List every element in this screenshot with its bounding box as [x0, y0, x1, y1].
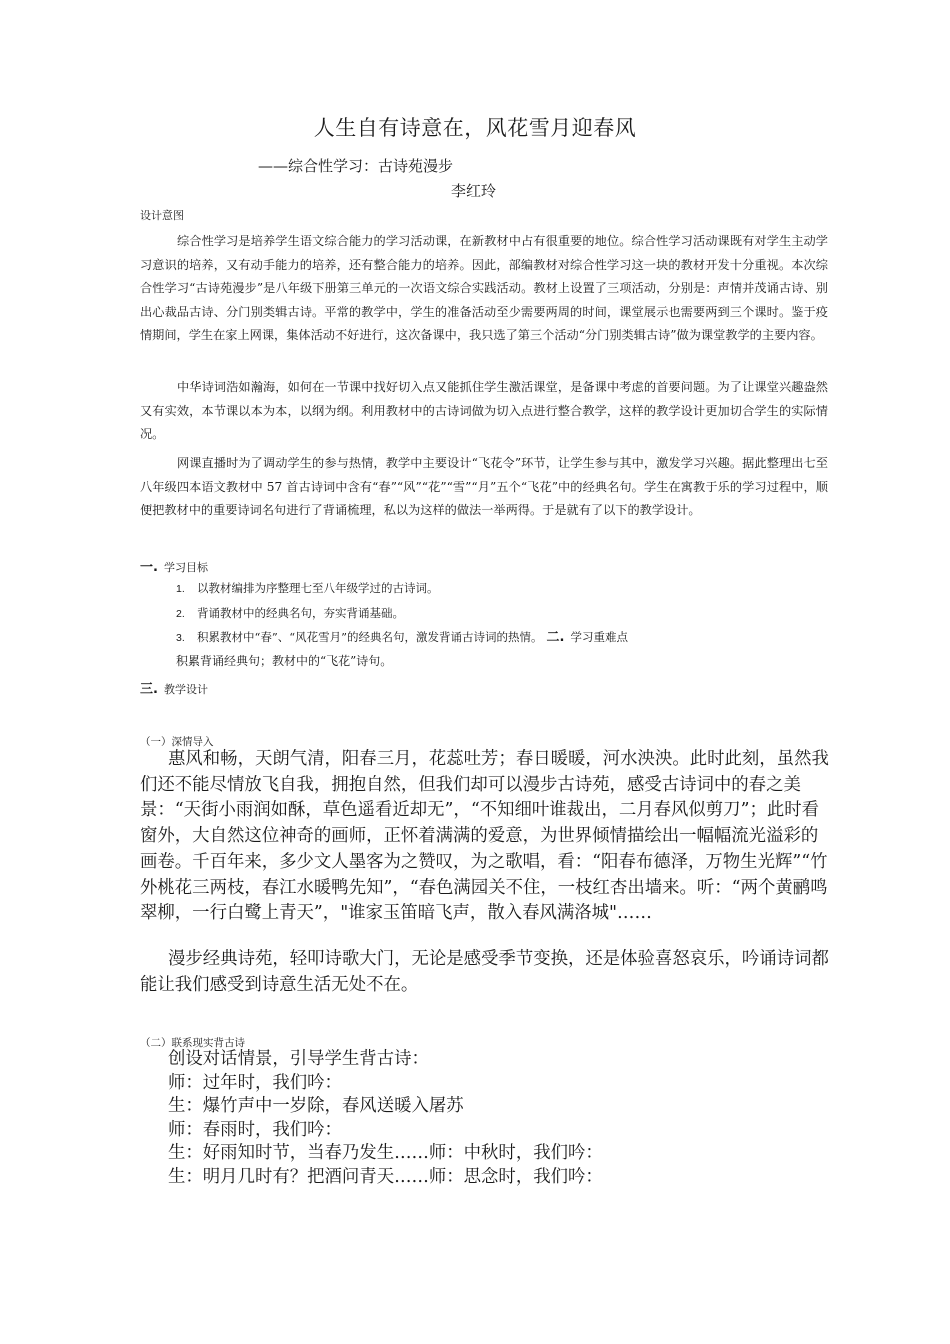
intro-paragraph-2: 中华诗词浩如瀚海，如何在一节课中找好切入点又能抓住学生激活课堂，是备课中考虑的首要问题。为了让课堂兴趣盎然又有实效，本节课以本为本，以纲为纲。利用教材中的古诗词做为切入点进行整合教学，这样的教学设计更加切合学生的实际情况。 — [140, 380, 828, 442]
dialogue-line: 生：好雨知时节，当春乃发生……师：中秋时，我们吟： — [168, 1143, 603, 1164]
list-item-number: 1. — [176, 583, 185, 595]
part-2-label: （二）联系现实背古诗 — [140, 1037, 245, 1049]
dialogue-line: 生：爆竹声中一岁除，春风送暖入屠苏 — [168, 1096, 464, 1117]
dialogue-line: 生：明月几时有？把酒问青天……师：思念时，我们吟： — [168, 1166, 603, 1187]
list-item-number: 3. — [176, 632, 185, 644]
dialogue-line: 师：春雨时，我们吟： — [168, 1119, 342, 1140]
list-item — [176, 625, 628, 650]
list-item — [176, 576, 628, 601]
dialogue-lines — [168, 1048, 603, 1190]
goals-list — [176, 576, 628, 650]
dialogue-line: 创设对话情景，引导学生背古诗： — [168, 1049, 429, 1069]
dialogue-line: 师：过年时，我们吟： — [168, 1072, 342, 1093]
document-subtitle: ——综合性学习：古诗苑漫步 — [258, 157, 454, 175]
section-label: 学习重难点 — [570, 630, 628, 644]
part-1-label: （一）深情导入 — [140, 736, 214, 748]
list-item-text: 积累教材中“春”、“风花雪月”的经典名句，激发背诵古诗词的热情。 — [197, 630, 543, 644]
section-heading-goals — [140, 556, 208, 575]
list-item-number: 2. — [176, 607, 185, 620]
section-label: 教学设计 — [163, 683, 208, 696]
section-number: 三. — [140, 682, 158, 697]
list-item-text: 以教材编排为序整理七至八年级学过的古诗词。 — [197, 581, 439, 595]
design-intent-label: 设计意图 — [140, 209, 184, 222]
section-label: 学习目标 — [163, 561, 208, 574]
intro-paragraph-3: 网课直播时为了调动学生的参与热情，教学中主要设计“飞花令”环节，让学生参与其中，激发学习兴趣。据此整理出七至八年级四本语文教材中 57 首古诗词中含有“春”“风”“花”“雪”“月”五个“飞花”中的经典名句。学生在寓教于乐的学习过程中，顺便把教材中的重要诗词名句进行了背诵梳理，私以为这样的做法一举两得。于是就有了以下的教学设计。 — [140, 456, 828, 518]
list-item-text: 背诵教材中的经典名句，夯实背诵基础。 — [197, 605, 404, 620]
section-heading-teaching-design — [140, 678, 208, 697]
intro-paragraph-1: 综合性学习是培养学生语文综合能力的学习活动课，在新教材中占有很重要的地位。综合性学习活动课既有对学生主动学习意识的培养，又有动手能力的培养，还有整合能力的培养。因此，部编教材对综合性学习这一块的教材开发十分重视。本次综合性学习“古诗苑漫步”是八年级下册第三单元的一次语文综合实践活动。教材上设置了三项活动，分别是：声情并茂诵古诗、别出心裁品古诗、分门别类辑古诗。平常的教学中，学生的准备活动至少需要两周的时间，课堂展示也需要两到三个课时。鉴于疫情期间，学生在家上网课，集体活动不好进行，这次备课中，我只选了第三个活动“分门别类辑古诗”做为课堂教学的主要内容。 — [140, 234, 828, 343]
document-title: 人生自有诗意在，风花雪月迎春风 — [313, 116, 637, 140]
part-1-paragraph-2: 漫步经典诗苑，轻叩诗歌大门，无论是感受季节变换，还是体验喜怒哀乐，吟诵诗词都能让我们感受到诗意生活无处不在。 — [140, 949, 829, 995]
list-item — [176, 601, 628, 626]
key-points-text: 积累背诵经典句；教材中的“飞花”诗句。 — [176, 654, 393, 668]
author-name: 李红玲 — [451, 182, 497, 200]
section-number: 一. — [140, 560, 158, 575]
section-number: 二. — [546, 630, 565, 645]
section-heading-key-points — [543, 630, 628, 644]
part-1-paragraph-1: 惠风和畅，天朗气清，阳春三月，花蕊吐芳；春日暖暖，河水泱泱。此时此刻，虽然我们还不能尽情放飞自我，拥抱自然，但我们却可以漫步古诗苑，感受古诗词中的春之美景：“天街小雨润如酥，草色遥看近却无”，“不知细叶谁裁出，二月春风似剪刀”；此时看窗外，大自然这位神奇的画师，正怀着满满的爱意，为世界倾情描绘出一幅幅流光溢彩的画卷。千百年来，多少文人墨客为之赞叹，为之歌唱，看：“阳春布德泽，万物生光辉”“竹外桃花三两枝，春江水暖鸭先知”，“春色满园关不住，一枝红杏出墙来。听：“两个黄鹂鸣翠柳，一行白鹭上青天”，"谁家玉笛暗飞声，散入春风满洛城"…… — [140, 749, 829, 924]
